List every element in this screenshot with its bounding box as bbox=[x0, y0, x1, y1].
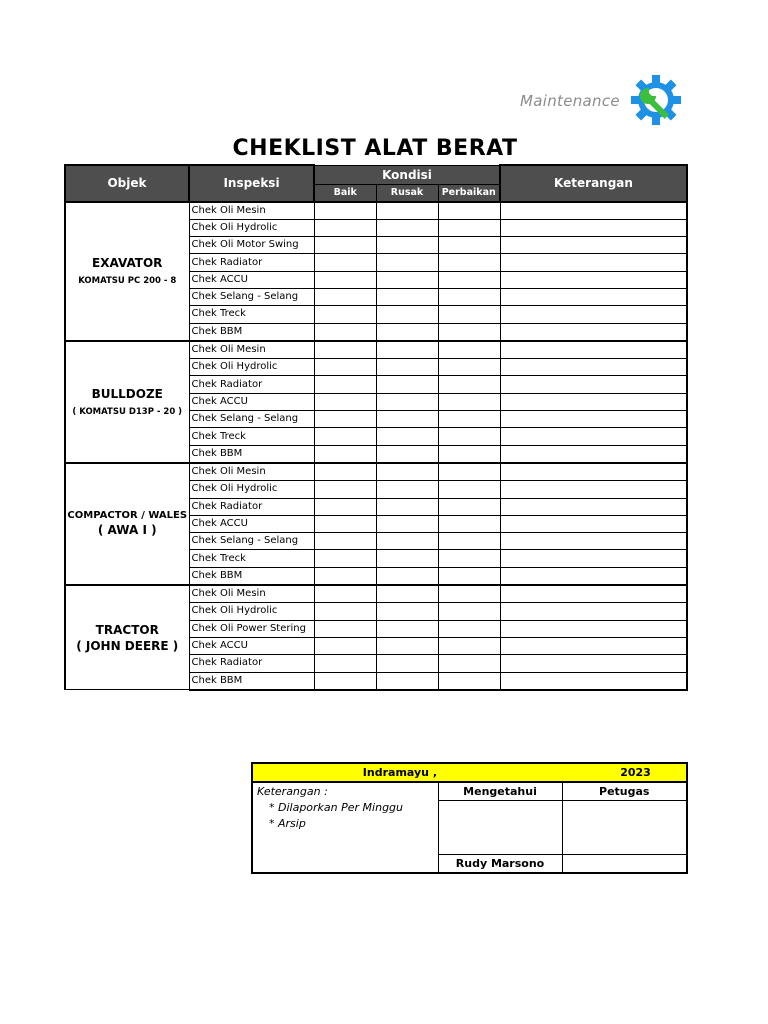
baik-cell[interactable] bbox=[314, 306, 376, 323]
baik-cell[interactable] bbox=[314, 341, 376, 359]
keterangan-cell[interactable] bbox=[500, 463, 687, 481]
objek-model: ( AWA I ) bbox=[97, 523, 157, 538]
baik-cell[interactable] bbox=[314, 237, 376, 254]
keterangan-cell[interactable] bbox=[500, 306, 687, 323]
perbaikan-cell[interactable] bbox=[438, 550, 500, 567]
rusak-cell[interactable] bbox=[376, 550, 438, 567]
perbaikan-cell[interactable] bbox=[438, 254, 500, 271]
perbaikan-cell[interactable] bbox=[438, 393, 500, 410]
perbaikan-cell[interactable] bbox=[438, 219, 500, 236]
perbaikan-cell[interactable] bbox=[438, 428, 500, 445]
inspeksi-item: Chek Oli Hydrolic bbox=[189, 603, 314, 620]
baik-cell[interactable] bbox=[314, 288, 376, 305]
baik-cell[interactable] bbox=[314, 637, 376, 654]
footer-signer-petugas bbox=[562, 855, 687, 874]
inspeksi-item: Chek Treck bbox=[189, 428, 314, 445]
rusak-cell[interactable] bbox=[376, 254, 438, 271]
perbaikan-cell[interactable] bbox=[438, 498, 500, 515]
keterangan-cell[interactable] bbox=[500, 585, 687, 603]
rusak-cell[interactable] bbox=[376, 603, 438, 620]
keterangan-cell[interactable] bbox=[500, 637, 687, 654]
inspeksi-item: Chek ACCU bbox=[189, 271, 314, 288]
rusak-cell[interactable] bbox=[376, 585, 438, 603]
baik-cell[interactable] bbox=[314, 376, 376, 393]
inspeksi-item: Chek BBM bbox=[189, 445, 314, 463]
footer-note-2: * Arsip bbox=[269, 816, 306, 830]
keterangan-cell[interactable] bbox=[500, 567, 687, 585]
rusak-cell[interactable] bbox=[376, 533, 438, 550]
perbaikan-cell[interactable] bbox=[438, 515, 500, 532]
perbaikan-cell[interactable] bbox=[438, 411, 500, 428]
baik-cell[interactable] bbox=[314, 533, 376, 550]
table-row bbox=[65, 341, 687, 359]
rusak-cell[interactable] bbox=[376, 445, 438, 463]
keterangan-cell[interactable] bbox=[500, 376, 687, 393]
inspeksi-item: Chek Oli Hydrolic bbox=[189, 219, 314, 236]
inspeksi-item: Chek Oli Hydrolic bbox=[189, 481, 314, 498]
keterangan-cell[interactable] bbox=[500, 655, 687, 672]
inspeksi-item: Chek BBM bbox=[189, 323, 314, 341]
keterangan-cell[interactable] bbox=[500, 393, 687, 410]
baik-cell[interactable] bbox=[314, 323, 376, 341]
rusak-cell[interactable] bbox=[376, 498, 438, 515]
rusak-cell[interactable] bbox=[376, 567, 438, 585]
perbaikan-cell[interactable] bbox=[438, 202, 500, 220]
signature-space-mengetahui bbox=[438, 801, 562, 855]
keterangan-cell[interactable] bbox=[500, 481, 687, 498]
signature-table bbox=[251, 762, 688, 874]
objek-model: KOMATSU PC 200 - 8 bbox=[78, 276, 177, 287]
header-kondisi: Kondisi bbox=[314, 165, 500, 184]
perbaikan-cell[interactable] bbox=[438, 463, 500, 481]
footer-keterangan-label: Keterangan : bbox=[252, 782, 438, 801]
perbaikan-cell[interactable] bbox=[438, 271, 500, 288]
perbaikan-cell[interactable] bbox=[438, 237, 500, 254]
baik-cell[interactable] bbox=[314, 411, 376, 428]
keterangan-cell[interactable] bbox=[500, 271, 687, 288]
table-row bbox=[65, 463, 687, 481]
objek-cell bbox=[65, 463, 189, 585]
rusak-cell[interactable] bbox=[376, 341, 438, 359]
header-perbaikan: Perbaikan bbox=[438, 184, 500, 202]
perbaikan-cell[interactable] bbox=[438, 288, 500, 305]
gear-wrench-icon bbox=[630, 74, 682, 126]
footer-mengetahui: Mengetahui bbox=[438, 782, 562, 801]
rusak-cell[interactable] bbox=[376, 306, 438, 323]
keterangan-cell[interactable] bbox=[500, 288, 687, 305]
baik-cell[interactable] bbox=[314, 445, 376, 463]
footer-note-1: * Dilaporkan Per Minggu bbox=[269, 800, 404, 814]
checklist-table bbox=[64, 164, 688, 691]
baik-cell[interactable] bbox=[314, 202, 376, 220]
keterangan-cell[interactable] bbox=[500, 254, 687, 271]
perbaikan-cell[interactable] bbox=[438, 672, 500, 690]
brand-text: Maintenance bbox=[520, 92, 620, 110]
objek-cell bbox=[65, 202, 189, 341]
inspeksi-item: Chek Radiator bbox=[189, 498, 314, 515]
inspeksi-item: Chek Oli Mesin bbox=[189, 202, 314, 220]
keterangan-cell[interactable] bbox=[500, 359, 687, 376]
inspeksi-item: Chek BBM bbox=[189, 672, 314, 690]
inspeksi-item: Chek Oli Mesin bbox=[189, 341, 314, 359]
baik-cell[interactable] bbox=[314, 463, 376, 481]
inspeksi-item: Chek ACCU bbox=[189, 637, 314, 654]
objek-model: ( JOHN DEERE ) bbox=[76, 638, 179, 653]
inspeksi-item: Chek Selang - Selang bbox=[189, 533, 314, 550]
rusak-cell[interactable] bbox=[376, 672, 438, 690]
inspeksi-item: Chek Selang - Selang bbox=[189, 411, 314, 428]
baik-cell[interactable] bbox=[314, 359, 376, 376]
objek-name: TRACTOR bbox=[95, 622, 159, 637]
footer-signer: Rudy Marsono bbox=[438, 855, 562, 874]
rusak-cell[interactable] bbox=[376, 481, 438, 498]
header-baik: Baik bbox=[314, 184, 376, 202]
baik-cell[interactable] bbox=[314, 393, 376, 410]
inspeksi-item: Chek Oli Motor Swing bbox=[189, 237, 314, 254]
header-inspeksi: Inspeksi bbox=[189, 165, 314, 202]
keterangan-cell[interactable] bbox=[500, 237, 687, 254]
rusak-cell[interactable] bbox=[376, 376, 438, 393]
inspeksi-item: Chek Treck bbox=[189, 306, 314, 323]
inspeksi-item: Chek Selang - Selang bbox=[189, 288, 314, 305]
keterangan-cell[interactable] bbox=[500, 202, 687, 220]
inspeksi-item: Chek Oli Mesin bbox=[189, 585, 314, 603]
rusak-cell[interactable] bbox=[376, 271, 438, 288]
inspeksi-item: Chek ACCU bbox=[189, 515, 314, 532]
rusak-cell[interactable] bbox=[376, 288, 438, 305]
perbaikan-cell[interactable] bbox=[438, 567, 500, 585]
rusak-cell[interactable] bbox=[376, 428, 438, 445]
perbaikan-cell[interactable] bbox=[438, 655, 500, 672]
footer-petugas: Petugas bbox=[562, 782, 687, 801]
rusak-cell[interactable] bbox=[376, 237, 438, 254]
rusak-cell[interactable] bbox=[376, 393, 438, 410]
keterangan-cell[interactable] bbox=[500, 620, 687, 637]
baik-cell[interactable] bbox=[314, 428, 376, 445]
baik-cell[interactable] bbox=[314, 655, 376, 672]
baik-cell[interactable] bbox=[314, 254, 376, 271]
keterangan-cell[interactable] bbox=[500, 428, 687, 445]
rusak-cell[interactable] bbox=[376, 323, 438, 341]
keterangan-cell[interactable] bbox=[500, 498, 687, 515]
header-rusak: Rusak bbox=[376, 184, 438, 202]
rusak-cell[interactable] bbox=[376, 620, 438, 637]
signature-space-petugas bbox=[562, 801, 687, 855]
keterangan-cell[interactable] bbox=[500, 515, 687, 532]
objek-name: COMPACTOR / WALES bbox=[67, 510, 188, 522]
objek-model: ( KOMATSU D13P - 20 ) bbox=[72, 406, 183, 417]
perbaikan-cell[interactable] bbox=[438, 585, 500, 603]
baik-cell[interactable] bbox=[314, 603, 376, 620]
page-title: CHEKLIST ALAT BERAT bbox=[232, 136, 518, 161]
baik-cell[interactable] bbox=[314, 219, 376, 236]
table-row bbox=[65, 202, 687, 220]
rusak-cell[interactable] bbox=[376, 655, 438, 672]
footer-date-row bbox=[252, 763, 687, 782]
baik-cell[interactable] bbox=[314, 672, 376, 690]
footer-place: Indramayu , bbox=[362, 766, 437, 779]
inspeksi-item: Chek Oli Hydrolic bbox=[189, 359, 314, 376]
inspeksi-item: Chek Radiator bbox=[189, 254, 314, 271]
rusak-cell[interactable] bbox=[376, 219, 438, 236]
objek-cell bbox=[65, 585, 189, 690]
keterangan-cell[interactable] bbox=[500, 323, 687, 341]
keterangan-cell[interactable] bbox=[500, 550, 687, 567]
brand-logo bbox=[510, 74, 690, 128]
objek-name: BULLDOZE bbox=[91, 386, 163, 401]
objek-cell bbox=[65, 341, 189, 463]
perbaikan-cell[interactable] bbox=[438, 620, 500, 637]
rusak-cell[interactable] bbox=[376, 515, 438, 532]
inspeksi-item: Chek Oli Mesin bbox=[189, 463, 314, 481]
table-row bbox=[65, 585, 687, 603]
inspeksi-item: Chek Treck bbox=[189, 550, 314, 567]
perbaikan-cell[interactable] bbox=[438, 376, 500, 393]
perbaikan-cell[interactable] bbox=[438, 359, 500, 376]
perbaikan-cell[interactable] bbox=[438, 306, 500, 323]
rusak-cell[interactable] bbox=[376, 359, 438, 376]
baik-cell[interactable] bbox=[314, 585, 376, 603]
keterangan-cell[interactable] bbox=[500, 411, 687, 428]
baik-cell[interactable] bbox=[314, 550, 376, 567]
inspeksi-item: Chek Oli Power Stering bbox=[189, 620, 314, 637]
header-objek: Objek bbox=[65, 165, 189, 202]
baik-cell[interactable] bbox=[314, 481, 376, 498]
rusak-cell[interactable] bbox=[376, 411, 438, 428]
perbaikan-cell[interactable] bbox=[438, 323, 500, 341]
header-keterangan: Keterangan bbox=[500, 165, 687, 202]
rusak-cell[interactable] bbox=[376, 202, 438, 220]
baik-cell[interactable] bbox=[314, 567, 376, 585]
keterangan-cell[interactable] bbox=[500, 533, 687, 550]
keterangan-cell[interactable] bbox=[500, 445, 687, 463]
perbaikan-cell[interactable] bbox=[438, 603, 500, 620]
perbaikan-cell[interactable] bbox=[438, 341, 500, 359]
inspeksi-item: Chek BBM bbox=[189, 567, 314, 585]
baik-cell[interactable] bbox=[314, 271, 376, 288]
baik-cell[interactable] bbox=[314, 515, 376, 532]
keterangan-cell[interactable] bbox=[500, 219, 687, 236]
keterangan-cell[interactable] bbox=[500, 672, 687, 690]
keterangan-cell[interactable] bbox=[500, 603, 687, 620]
perbaikan-cell[interactable] bbox=[438, 445, 500, 463]
rusak-cell[interactable] bbox=[376, 637, 438, 654]
objek-name: EXAVATOR bbox=[92, 256, 163, 271]
perbaikan-cell[interactable] bbox=[438, 533, 500, 550]
inspeksi-item: Chek ACCU bbox=[189, 393, 314, 410]
perbaikan-cell[interactable] bbox=[438, 481, 500, 498]
inspeksi-item: Chek Radiator bbox=[189, 376, 314, 393]
perbaikan-cell[interactable] bbox=[438, 637, 500, 654]
rusak-cell[interactable] bbox=[376, 463, 438, 481]
baik-cell[interactable] bbox=[314, 498, 376, 515]
baik-cell[interactable] bbox=[314, 620, 376, 637]
footer-year: 2023 bbox=[620, 766, 651, 779]
inspeksi-item: Chek Radiator bbox=[189, 655, 314, 672]
keterangan-cell[interactable] bbox=[500, 341, 687, 359]
